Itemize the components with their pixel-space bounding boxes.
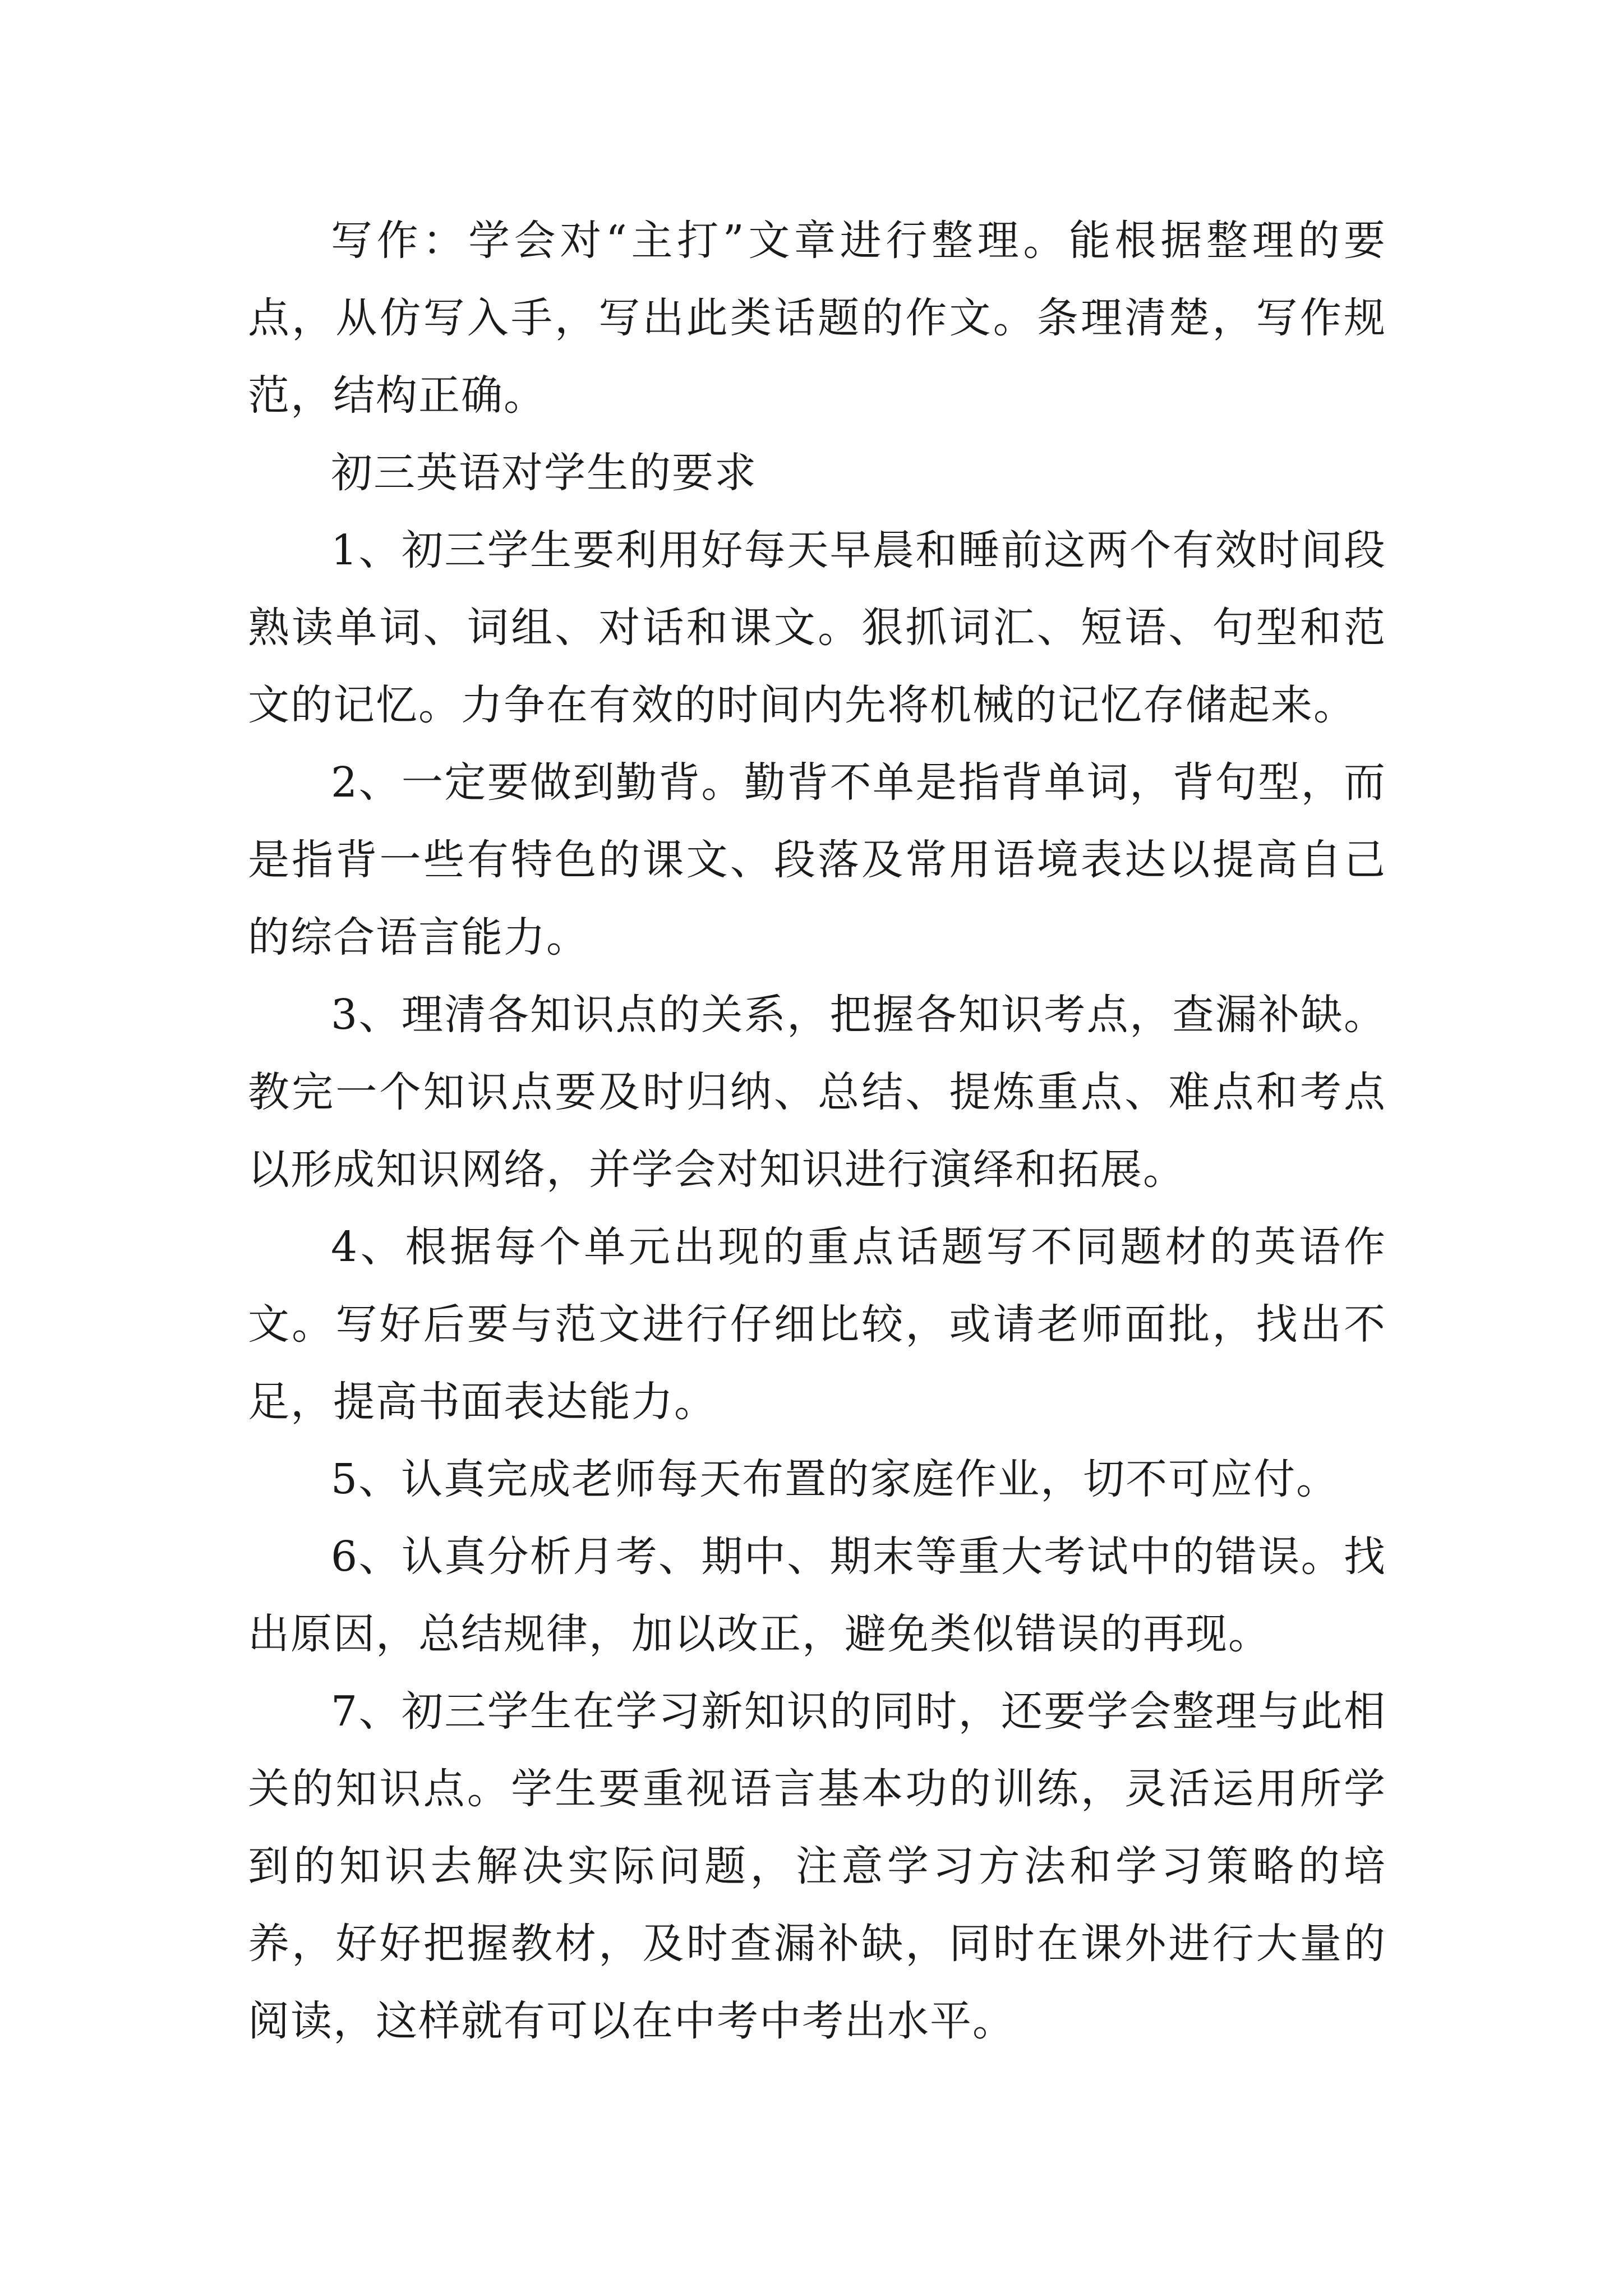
- list-item-6: 6、认真分析月考、期中、期末等重大考试中的错误。找出原因，总结规律，加以改正，避免类似错误的再现。: [248, 1533, 1386, 1658]
- list-item-7: 7、初三学生在学习新知识的同时，还要学会整理与此相关的知识点。学生要重视语言基本功的训练，灵活运用所学到的知识去解决实际问题，注意学习方法和学习策略的培养，好好把握教材，及时查漏补缺，同时在课外进行大量的阅读，这样就有可以在中考中考出水平。: [248, 1687, 1386, 2045]
- list-item-3: 3、理清各知识点的关系，把握各知识考点，查漏补缺。教完一个知识点要及时归纳、总结、提炼重点、难点和考点以形成知识网络，并学会对知识进行演绎和拓展。: [248, 991, 1386, 1194]
- list-item-4: 4、根据每个单元出现的重点话题写不同题材的英语作文。写好后要与范文进行仔细比较，或请老师面批，找出不足，提高书面表达能力。: [248, 1223, 1386, 1426]
- list-item-5: 5、认真完成老师每天布置的家庭作业，切不可应付。: [331, 1455, 1339, 1503]
- document-body: [248, 202, 1386, 2060]
- list-item-2: 2、一定要做到勤背。勤背不单是指背单词，背句型，而是指背一些有特色的课文、段落及常用语境表达以提高自己的综合语言能力。: [248, 758, 1386, 961]
- section-heading: 初三英语对学生的要求: [331, 449, 757, 497]
- paragraph-writing: 写作：学会对“主打”文章进行整理。能根据整理的要点，从仿写入手，写出此类话题的作文。条理清楚，写作规范，结构正确。: [248, 217, 1386, 420]
- list-item-1: 1、初三学生要利用好每天早晨和睡前这两个有效时间段熟读单词、词组、对话和课文。狠抓词汇、短语、句型和范文的记忆。力争在有效的时间内先将机械的记忆存储起来。: [248, 526, 1386, 729]
